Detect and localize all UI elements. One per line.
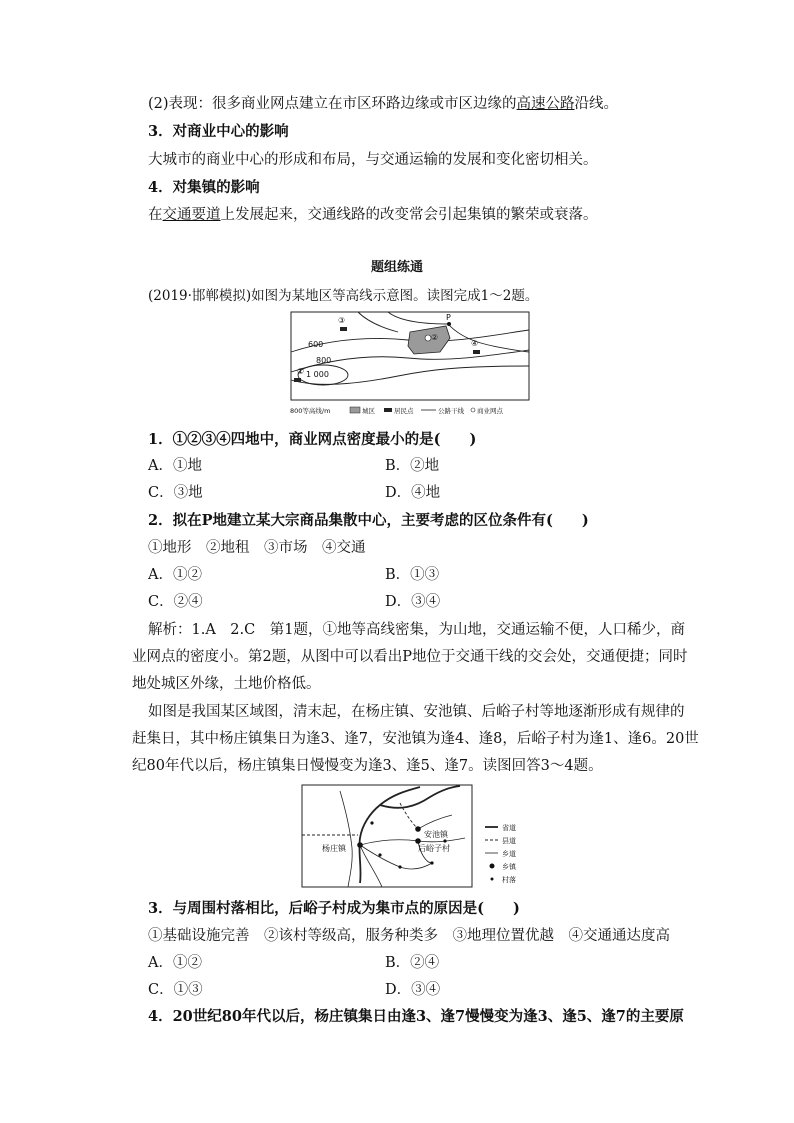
- legend-road: 公路干线: [438, 407, 464, 415]
- p4-underlined: 交通要道: [162, 207, 221, 223]
- p2-suffix: 沿线。: [574, 96, 619, 112]
- paragraph-4: [148, 205, 598, 225]
- q3-option-d[interactable]: D．③④: [385, 982, 441, 998]
- label-p: P: [446, 313, 451, 322]
- label-circle-3: ③: [338, 316, 346, 325]
- q2-stem: 2．拟在P地建立某大宗商品集散中心，主要考虑的区位条件有( ): [148, 512, 589, 529]
- paragraph-3: 大城市的商业中心的形成和布局，与交通运输的发展和变化密切相关。: [148, 152, 598, 168]
- intro-1: (2019·邯郸模拟)如图为某地区等高线示意图。读图完成1～2题。: [148, 288, 539, 304]
- label-yangzhuang: 杨庄镇: [322, 844, 346, 853]
- q1-option-a[interactable]: A．①地: [148, 458, 202, 474]
- q1-option-b[interactable]: B．②地: [385, 458, 440, 474]
- village-dot-2: [378, 853, 381, 856]
- intro-2-line-1: 如图是我国某区域图，清末起，在杨庄镇、安池镇、后峪子村等地逐渐形成有规律的: [148, 704, 685, 720]
- legend-urban-swatch: [350, 407, 360, 413]
- q2-items: ①地形 ②地租 ③市场 ④交通: [148, 540, 366, 556]
- legend-commercial-swatch: [471, 408, 475, 412]
- intro-2-line-3: 纪80年代以后，杨庄镇集日慢慢变为逢3、逢5、逢7。读图回答3～4题。: [132, 758, 603, 774]
- village-dot-4: [370, 821, 373, 824]
- legend2-provincial: 省道: [502, 824, 516, 832]
- legend-settlement-swatch: [384, 408, 392, 412]
- practice-title: 题组练通: [370, 260, 423, 275]
- legend2-township: 乡道: [502, 850, 516, 858]
- label-600: 600: [308, 340, 324, 349]
- q2-option-c[interactable]: C．②④: [148, 594, 203, 610]
- contour-map-figure: [288, 310, 533, 418]
- q4-stem: 4．20世纪80年代以后，杨庄镇集日由逢3、逢7慢慢变为逢3、逢5、逢7的主要原: [148, 1008, 684, 1025]
- analysis-line-2: 业网点的密度小。第2题，从图中可以看出P地位于交通干线的交会处，交通便捷；同时: [132, 649, 688, 665]
- village-dot-5: [430, 861, 433, 864]
- legend-contour: 800等高线/m: [290, 407, 331, 415]
- q1-option-c[interactable]: C．③地: [148, 485, 203, 501]
- label-circle-1: ①: [297, 367, 305, 376]
- p2-underlined: 高速公路: [516, 96, 575, 112]
- q3-option-c[interactable]: C．①③: [148, 982, 203, 998]
- q2-option-a[interactable]: A．①②: [148, 567, 202, 583]
- legend2-town-swatch: [490, 864, 495, 869]
- p2-prefix: (2)表现：很多商业网点建立在市区环路边缘或市区边缘的: [148, 96, 517, 112]
- p-point: [447, 322, 451, 326]
- settlement-3: [340, 327, 347, 331]
- village-houyuzi: [415, 838, 421, 844]
- analysis-line-3: 地处城区外缘，土地价格低。: [132, 676, 321, 692]
- town-yangzhuang: [357, 842, 363, 848]
- town-anchi: [415, 826, 421, 832]
- legend2-village-swatch: [491, 878, 494, 881]
- p4-suffix: 上发展起来，交通线路的改变常会引起集镇的繁荣或衰落。: [220, 207, 598, 223]
- label-circle-2: ②: [431, 333, 439, 342]
- label-1000: 1 000: [306, 370, 329, 379]
- regional-map-figure: [300, 783, 530, 889]
- q1-option-d[interactable]: D．④地: [385, 485, 441, 501]
- legend2-village: 村落: [502, 876, 516, 884]
- q3-option-b[interactable]: B．②④: [385, 955, 440, 971]
- settlement-4: [473, 350, 480, 354]
- legend2-town: 乡镇: [502, 863, 516, 871]
- intro-2-line-2: 赶集日，其中杨庄镇集日为逢3、逢7，安池镇为逢4、逢8，后峪子村为逢1、逢6。20世: [132, 731, 699, 747]
- heading-3: 3．对商业中心的影响: [148, 123, 289, 140]
- q3-stem: 3．与周围村落相比，后峪子村成为集市点的原因是( ): [148, 900, 520, 917]
- label-800: 800: [316, 356, 332, 365]
- q3-items: ①基础设施完善 ②该村等级高，服务种类多 ③地理位置优越 ④交通通达度高: [148, 928, 670, 944]
- q1-stem: 1．①②③④四地中，商业网点密度最小的是( ): [148, 431, 477, 448]
- point-2-text: [148, 94, 618, 114]
- analysis-line-1: 解析：1.A 2.C 第1题，①地等高线密集，为山地，交通运输不便，人口稀少，商: [148, 622, 685, 638]
- legend-urban: 城区: [362, 407, 375, 415]
- legend-settlement: 居民点: [394, 407, 414, 415]
- label-circle-4: ④: [471, 339, 479, 348]
- q3-option-a[interactable]: A．①②: [148, 955, 202, 971]
- q2-option-b[interactable]: B．①③: [385, 567, 440, 583]
- village-dot-3: [443, 839, 446, 842]
- heading-4: 4．对集镇的影响: [148, 179, 260, 196]
- label-anchi: 安池镇: [424, 830, 448, 839]
- p4-prefix: 在: [148, 207, 163, 223]
- legend2-county: 县道: [502, 837, 516, 845]
- q2-option-d[interactable]: D．③④: [385, 594, 441, 610]
- settlement-1: [294, 378, 301, 382]
- village-dot-1: [398, 865, 401, 868]
- legend-commercial: 商业网点: [477, 407, 503, 415]
- label-houyuzi: 后峪子村: [418, 844, 450, 853]
